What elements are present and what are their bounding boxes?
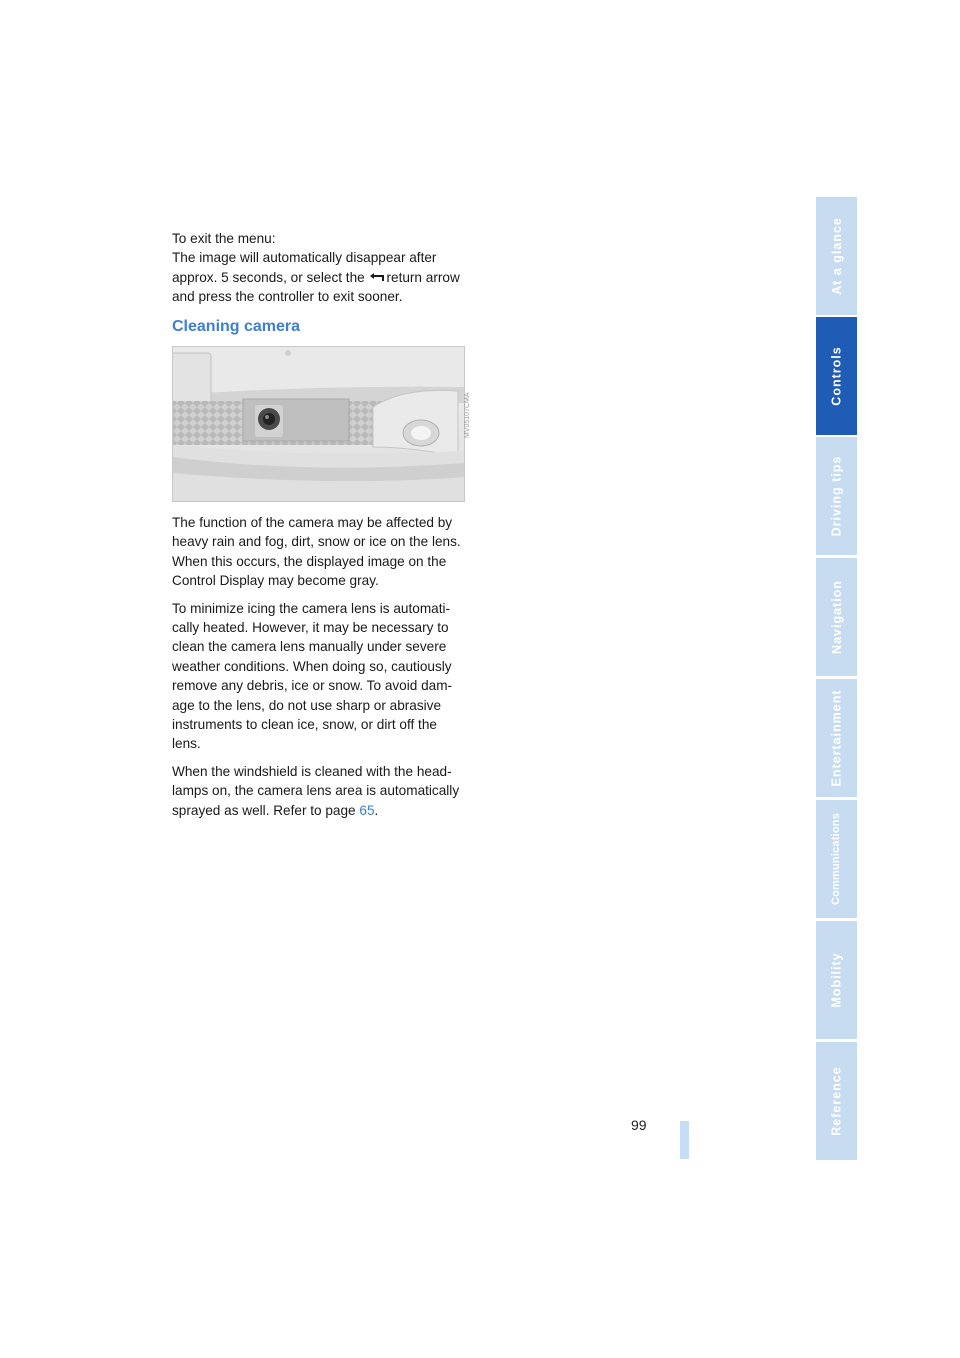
page-link[interactable]: 65 [359, 802, 375, 818]
paragraph-1: The function of the camera may be affected by heavy rain and fog, dirt, snow or ice on the lens. When this occurs, the displayed image on the Control Display may become gray. [172, 515, 461, 589]
tab-mobility[interactable]: Mobility [816, 921, 857, 1039]
tab-driving-tips[interactable]: Driving tips [816, 437, 857, 555]
tab-controls[interactable]: Controls [816, 317, 857, 435]
camera-bumper-photo [172, 346, 465, 502]
intro-line-2: The image will automatically disappear after approx. 5 seconds, or select the return arrow and press the controller to exit sooner. [172, 250, 460, 305]
tab-navigation[interactable]: Navigation [816, 558, 857, 676]
tab-at-a-glance[interactable]: At a glance [816, 197, 857, 315]
page-number: 99 [631, 1117, 647, 1133]
tab-communications[interactable]: Communications [816, 800, 857, 918]
tab-entertainment[interactable]: Entertainment [816, 679, 857, 797]
paragraph-3: When the windshield is cleaned with the head-lamps on, the camera lens area is automatically sprayed as well. Refer to page 65. [172, 763, 460, 818]
intro-line-1: To exit the menu: [172, 231, 276, 246]
image-code: MV05107CMA [464, 392, 471, 438]
return-arrow-icon [369, 272, 385, 283]
section-body [172, 513, 464, 828]
tab-reference[interactable]: Reference [816, 1042, 857, 1160]
intro-text [172, 229, 464, 307]
chapter-sidebar [816, 197, 857, 1160]
page-marker [680, 1121, 689, 1159]
section-heading: Cleaning camera [172, 318, 301, 335]
paragraph-2: To minimize icing the camera lens is automati-cally heated. However, it may be necessary to clean the camera lens manually under severe weather conditions. When doing so, cautiously remove any debris, ice or snow. To avoid dam-age to the lens, do not use sharp or abrasive instruments to clean ice, snow, or dirt off the lens. [172, 600, 453, 752]
